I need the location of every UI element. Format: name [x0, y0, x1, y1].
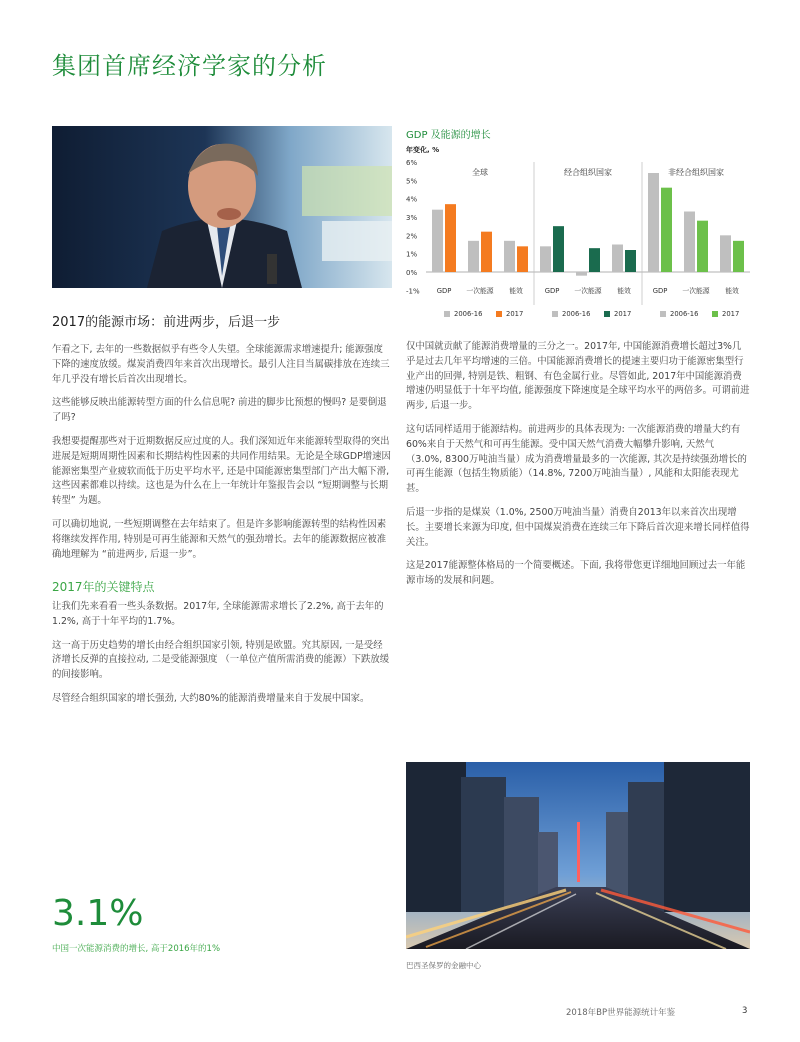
paragraph: 这一高于历史趋势的增长由经合组织国家引领, 特别是欧盟。究其原因, 一是受经济增长反弹的直接拉动, 二是受能源强度 （一单位产值所需消费的能源）下跌放缓的间接影响。 [52, 639, 390, 681]
y-tick-label: -1% [406, 287, 420, 296]
bar [648, 173, 659, 272]
legend-label: 2006-16 [454, 310, 483, 318]
y-tick-label: 0% [406, 269, 418, 277]
key-features-heading: 2017年的关键特点 [52, 580, 155, 594]
paragraph: 后退一步指的是煤炭（1.0%, 2500万吨油当量）消费自2013年以来首次出现增长。主要增长来源为印度, 但中国煤炭消费在连续三年下降后首次迎来增长同样值得关注。 [406, 506, 750, 548]
bar [589, 248, 600, 272]
x-tick-label: 能效 [725, 287, 739, 295]
legend-label: 2017 [722, 310, 740, 318]
bar [553, 226, 564, 272]
gdp-energy-chart [406, 155, 750, 325]
y-tick-label: 1% [406, 250, 418, 259]
bar [684, 212, 695, 273]
legend-swatch [552, 311, 558, 317]
bar [697, 221, 708, 272]
x-tick-label: 能效 [617, 287, 631, 295]
x-tick-label: GDP [652, 287, 668, 295]
panel-title: 经合组织国家 [564, 168, 612, 177]
bar [733, 241, 744, 272]
bar [625, 250, 636, 272]
legend-swatch [660, 311, 666, 317]
y-tick-label: 5% [406, 177, 418, 186]
photo-caption: 巴西圣保罗的金融中心 [406, 961, 481, 970]
y-tick-label: 3% [406, 214, 418, 222]
footer-text: 2018年BP世界能源统计年鉴 [566, 1008, 676, 1018]
paragraph: 让我们先来看看一些头条数据。2017年, 全球能源需求增长了2.2%, 高于去年的1.2%, 高于十年平均的1.7%。 [52, 601, 384, 627]
city-photo [406, 762, 750, 949]
panel-title: 全球 [472, 168, 488, 177]
paragraph: 这些能够反映出能源转型方面的什么信息呢? 前进的脚步比预想的慢吗? 是要倒退了吗? [52, 397, 387, 424]
highlight-caption: 中国一次能源消费的增长, 高于2016年的1% [52, 944, 221, 954]
legend-swatch [496, 311, 502, 317]
x-tick-label: GDP [436, 287, 452, 295]
legend-swatch [604, 311, 610, 317]
panel-title: 非经合组织国家 [668, 168, 724, 177]
y-tick-label: 6% [406, 159, 418, 167]
paragraph: 我想要提醒那些对于近期数据反应过度的人。我们深知近年来能源转型取得的突出进展是短期周期性因素和长期结构性因素的共同作用结果。无论是全球GDP增速因能源密集型产业疲软而低于历史平均水平, 还是中国能源密集型部门产出大幅下滑, 这些因素都难以持续。这也是为什么在上一年统计年鉴报告会以 “短期调整与长期转型” 为题。 [52, 435, 391, 507]
bar [517, 246, 528, 272]
bar [612, 245, 623, 273]
paragraph: 这句话同样适用于能源结构。前进两步的具体表现为: 一次能源消费的增量大约有60%来自于天然气和可再生能源。受中国天然气消费大幅攀升影响, 天然气（3.0%, 8300万吨油当量）成为消费增量最多的一次能源, 其次是持续强劲增长的可再生能源（包括生物质能）（14.8%, 7200万吨油当量）, 风能和太阳能表现尤甚。 [406, 423, 747, 495]
paragraph: 乍看之下, 去年的一些数据似乎有些令人失望。全球能源需求增速提升; 能源强度下降的速度放缓。煤炭消费四年来首次出现增长。最引人注目当属碳排放在连续三年几乎没有增长后首次出现增长。 [52, 344, 390, 385]
x-tick-label: 一次能源 [574, 287, 602, 295]
chart-y-axis-label: 年变化, % [406, 146, 440, 154]
legend-swatch [712, 311, 718, 317]
highlight-number: 3.1% [52, 893, 144, 934]
paragraph: 仅中国就贡献了能源消费增量的三分之一。2017年, 中国能源消费增长超过3%几乎是过去几年平均增速的三倍。中国能源消费增长的提速主要归功于能源密集型行业产出的回弹, 特别是铁、粗钢、有色金属行业。尽管如此, 2017年中国能源消费增速仍明显低于十年平均值, 能源强度下降速度是全球平均水平的两倍多。可谓前进两步, 后退一步。 [406, 341, 750, 412]
bar [432, 210, 443, 272]
x-tick-label: 一次能源 [466, 287, 494, 295]
paragraph: 这是2017能源整体格局的一个简要概述。下面, 我将带您更详细地回顾过去一年能源市场的发展和问题。 [406, 560, 746, 587]
x-tick-label: GDP [544, 287, 560, 295]
y-tick-label: 4% [406, 195, 418, 204]
bar [445, 204, 456, 272]
paragraph: 可以确切地说, 一些短期调整在去年结束了。但是许多影响能源转型的结构性因素将继续发挥作用, 特别是可再生能源和天然气的强劲增长。去年的能源数据应被准确地理解为 “前进两步, 后退一步”。 [52, 518, 387, 560]
page-number: 3 [742, 1006, 748, 1016]
section-subheading: 2017的能源市场：前进两步，后退一步 [52, 315, 281, 330]
speaker-photo [52, 126, 392, 288]
chart-title: GDP 及能源的增长 [406, 130, 491, 141]
legend-swatch [444, 311, 450, 317]
paragraph: 尽管经合组织国家的增长强劲, 大约80%的能源消费增量来自于发展中国家。 [52, 692, 370, 704]
legend-label: 2017 [506, 310, 524, 318]
bar [504, 241, 515, 272]
bar [468, 241, 479, 272]
legend-label: 2017 [614, 310, 632, 318]
legend-label: 2006-16 [670, 310, 699, 318]
bar [661, 188, 672, 272]
x-tick-label: 能效 [509, 287, 523, 295]
bar [720, 235, 731, 272]
legend-label: 2006-16 [562, 310, 591, 318]
bar [576, 272, 587, 276]
page-title: 集团首席经济学家的分析 [52, 52, 327, 80]
y-tick-label: 2% [406, 232, 418, 241]
bar [540, 246, 551, 272]
bar [481, 232, 492, 272]
x-tick-label: 一次能源 [682, 287, 710, 295]
